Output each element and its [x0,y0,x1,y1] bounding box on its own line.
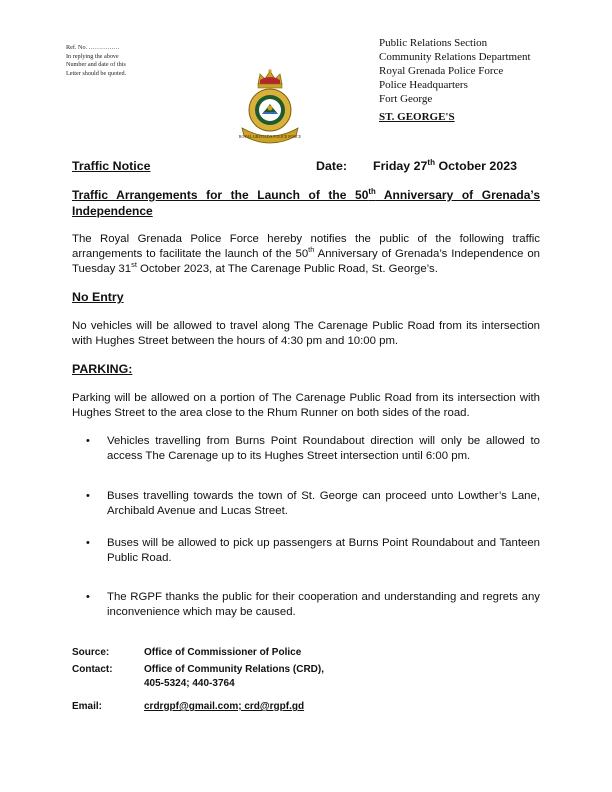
address-line: Community Relations Department [379,51,531,63]
list-item [86,536,540,566]
source-label: Source: [72,647,110,658]
heading-line-2: Independence [72,204,153,218]
address-city: ST. GEORGE'S [379,111,455,123]
sender-address [379,36,531,124]
notice-date: Friday 27th October 2023 [373,157,517,173]
address-line: Police Headquarters [379,79,468,91]
no-entry-text: No vehicles will be allowed to travel along The Carenage Public Road from its intersection with Hughes Street between the hours of 4:30 pm and 10:00 pm. [72,320,540,347]
address-line: Public Relations Section [379,37,488,49]
contact-label: Contact: [72,664,113,675]
list-item [86,590,540,620]
ref-note-line: Number and date of this [66,61,126,69]
email-link[interactable]: crdrgpf@gmail.com; crd@rgpf.gd [144,701,305,712]
bullet-icon: • [86,435,90,447]
bullet-icon: • [86,490,90,502]
date-label: Date: [316,159,347,173]
ref-note-line: Letter should be quoted. [66,69,127,77]
address-line: Fort George [379,93,433,105]
parking-text: Parking will be allowed on a portion of The Carenage Public Road from its intersection with Hughes Street to the area close to the Rhum Runner on both sides of the road. [72,392,540,419]
no-entry-title: No Entry [72,290,124,304]
reference-block [66,44,126,78]
list-item-text: The RGPF thanks the public for their cooperation and understanding and regrets any inconvenience which may be caused. [107,591,540,618]
list-item-text: Buses travelling towards the town of St. George can proceed unto Lowther’s Lane, Archibald Avenue and Lucas Street. [107,490,540,517]
contact-phone: 405-5324; 440-3764 [144,678,235,689]
bullet-icon: • [86,537,90,549]
ref-number: Ref. No. …………… [66,44,120,51]
list-item [86,489,540,519]
notice-label: Traffic Notice [72,159,151,173]
ref-note-line: In replying the above [66,52,119,60]
heading-line-1: Traffic Arrangements for the Launch of the 50th Anniversary of Grenada’s [72,187,540,202]
bullet-icon: • [86,591,90,603]
list-item [86,434,540,464]
contact-value: Office of Community Relations (CRD), [144,664,325,675]
svg-text:ROYAL GRENADA POLICE FORCE: ROYAL GRENADA POLICE FORCE [238,134,302,139]
list-item-text: Buses will be allowed to pick up passengers at Burns Point Roundabout and Tanteen Public Road. [107,537,540,564]
list-item-text: Vehicles travelling from Burns Point Roundabout direction will only be allowed to access The Carenage up to its Hughes Street intersection until 6:00 pm. [107,435,540,462]
address-line: Royal Grenada Police Force [379,65,504,77]
source-value: Office of Commissioner of Police [144,647,302,658]
email-label: Email: [72,701,103,712]
police-crest-logo [238,68,302,146]
parking-title: PARKING: [72,362,133,376]
intro-paragraph: The Royal Grenada Police Force hereby notifies the public of the following traffic arrangements to facilitate the launch of the 50th Anniversary of Grenada’s Independence on Tuesday 31st October 2023, at The Carenage Public Road, St. George’s. [72,233,540,275]
